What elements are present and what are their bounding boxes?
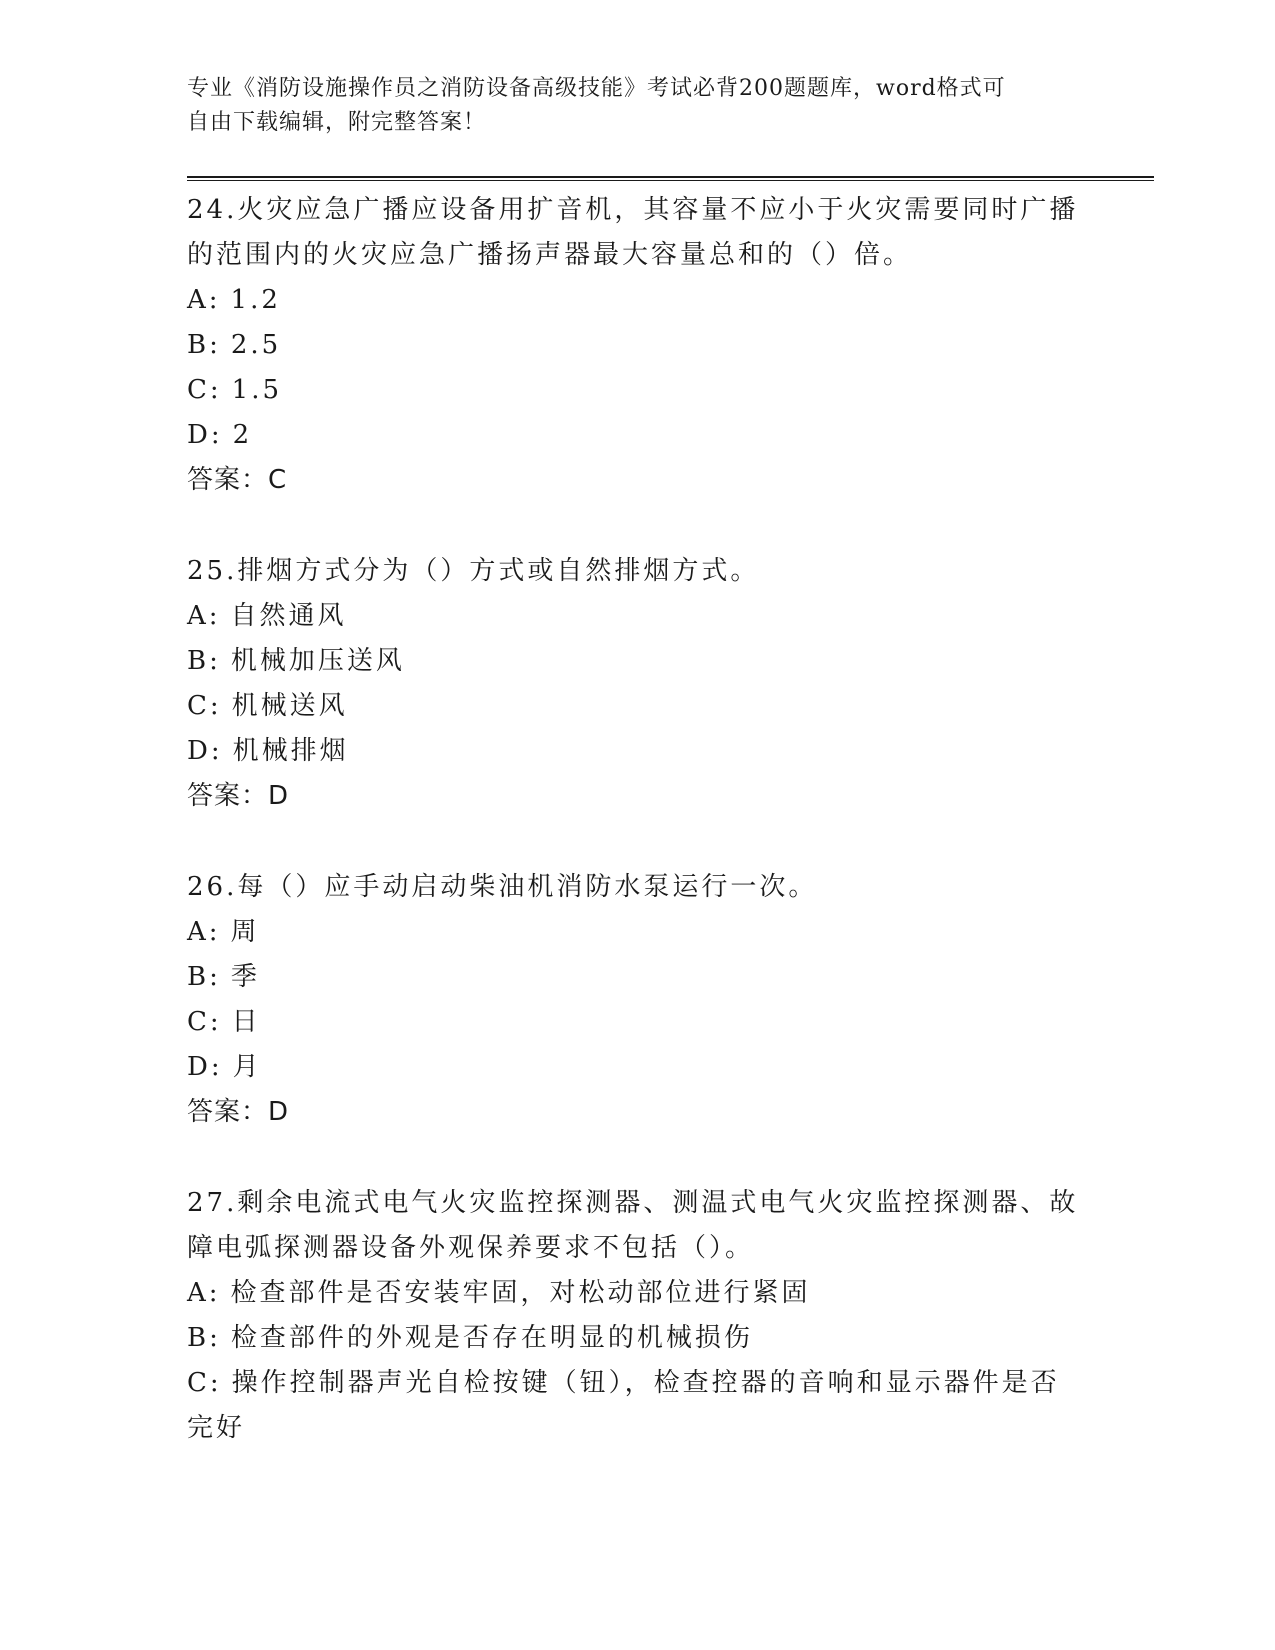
option-label: A: — [187, 1278, 221, 1308]
option-text: 操作控制器声光自检按键（钮），检查控器的音响和显示器件是否完好 — [187, 1368, 1060, 1443]
option-label: C: — [187, 1368, 222, 1398]
option-a — [187, 594, 1087, 639]
option-text: 1.5 — [231, 375, 283, 405]
option-label: B: — [187, 646, 221, 676]
question-stem: 26.每（）应手动启动柴油机消防水泵运行一次。 — [187, 872, 818, 902]
option-text: 月 — [232, 1052, 262, 1082]
document-header — [187, 72, 1067, 140]
option-text: 2 — [232, 420, 253, 450]
question-25 — [187, 549, 1087, 819]
option-label: D: — [187, 736, 223, 766]
answer-line: 答案：C — [187, 465, 288, 495]
option-c — [187, 1361, 1087, 1451]
option-text: 1.2 — [230, 285, 281, 315]
option-d — [187, 413, 1087, 458]
question-stem: 24.火灾应急广播应设备用扩音机，其容量不应小于火灾需要同时广播的范围内的火灾应急广播扬声器最大容量总和的（）倍。 — [187, 195, 1079, 270]
option-label: C: — [187, 375, 222, 405]
option-b — [187, 955, 1087, 1000]
option-b — [187, 639, 1087, 684]
option-d — [187, 729, 1087, 774]
option-text: 机械排烟 — [232, 736, 349, 766]
option-text: 自然通风 — [230, 601, 347, 631]
header-line-2: 自由下载编辑，附完整答案！ — [187, 110, 487, 135]
option-c — [187, 368, 1087, 413]
option-c — [187, 684, 1087, 729]
option-label: B: — [187, 1323, 221, 1353]
option-d — [187, 1045, 1087, 1090]
header-divider — [187, 176, 1154, 181]
option-label: A: — [187, 917, 221, 947]
option-label: A: — [187, 285, 221, 315]
question-stem: 27.剩余电流式电气火灾监控探测器、测温式电气火灾监控探测器、故障电弧探测器设备外观保养要求不包括（）。 — [187, 1188, 1079, 1263]
option-b — [187, 323, 1087, 368]
option-label: D: — [187, 420, 223, 450]
option-text: 机械加压送风 — [230, 646, 405, 676]
option-text: 检查部件是否安装牢固，对松动部位进行紧固 — [230, 1278, 811, 1308]
option-text: 日 — [231, 1007, 261, 1037]
option-a — [187, 278, 1087, 323]
answer-line: 答案：D — [187, 1097, 290, 1127]
option-label: A: — [187, 601, 221, 631]
option-a — [187, 910, 1087, 955]
question-27 — [187, 1181, 1087, 1451]
header-line-1: 专业《消防设施操作员之消防设备高级技能》考试必背200题题库，word格式可 — [187, 76, 1006, 101]
option-text: 周 — [230, 917, 260, 947]
question-stem: 25.排烟方式分为（）方式或自然排烟方式。 — [187, 556, 760, 586]
option-a — [187, 1271, 1087, 1316]
option-text: 2.5 — [230, 330, 282, 360]
option-label: C: — [187, 1007, 222, 1037]
option-label: B: — [187, 330, 221, 360]
option-text: 检查部件的外观是否存在明显的机械损伤 — [230, 1323, 753, 1353]
question-24 — [187, 188, 1087, 503]
option-c — [187, 1000, 1087, 1045]
option-label: D: — [187, 1052, 223, 1082]
answer-line: 答案：D — [187, 781, 290, 811]
option-text: 机械送风 — [231, 691, 348, 721]
question-list — [187, 188, 1087, 1497]
option-label: C: — [187, 691, 222, 721]
option-b — [187, 1316, 1087, 1361]
question-26 — [187, 865, 1087, 1135]
option-label: B: — [187, 962, 221, 992]
option-text: 季 — [230, 962, 260, 992]
